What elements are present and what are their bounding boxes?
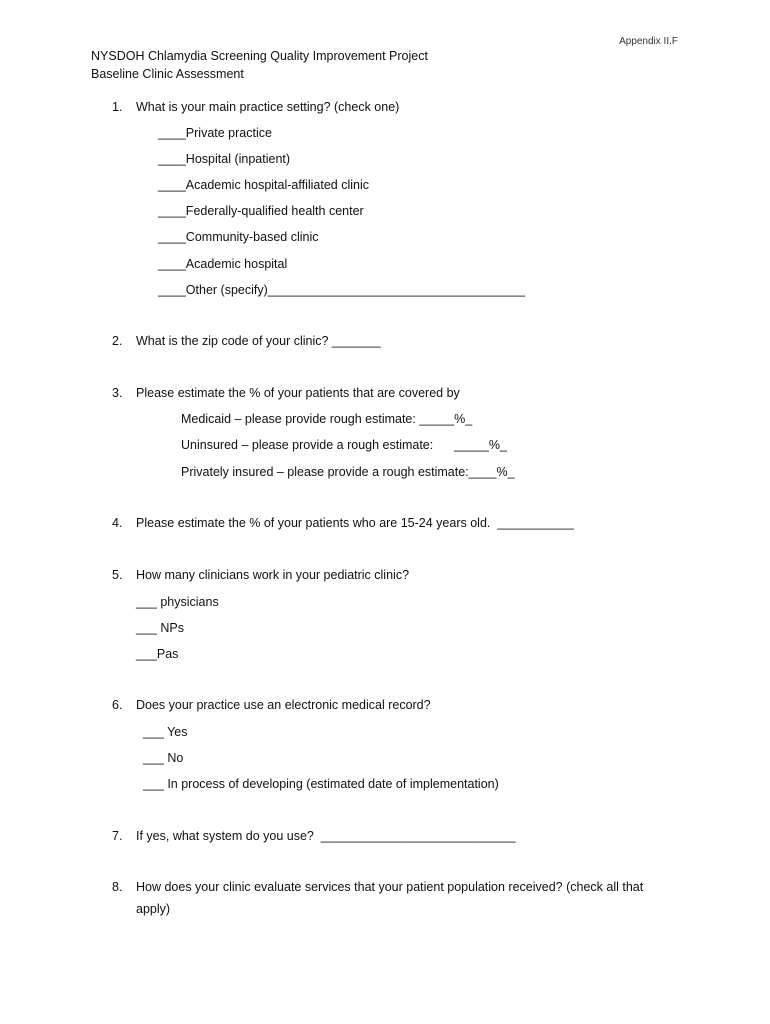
question-number: 5. xyxy=(112,568,123,582)
q5-nps[interactable]: ___ NPs xyxy=(136,621,184,635)
question-number: 6. xyxy=(112,698,123,712)
question-8-text-continued: apply) xyxy=(136,902,171,916)
q1-option-hospital-inpatient[interactable]: ____Hospital (inpatient) xyxy=(158,152,291,166)
q1-option-fqhc[interactable]: ____Federally-qualified health center xyxy=(158,204,364,218)
q6-option-yes[interactable]: ___ Yes xyxy=(143,725,188,739)
q6-option-in-process[interactable]: ___ In process of developing (estimated date of implementation) xyxy=(143,777,499,791)
question-text[interactable]: Please estimate the % of your patients who are 15-24 years old. ___________ xyxy=(136,516,574,530)
question-text: Does your practice use an electronic medical record? xyxy=(136,698,431,712)
document-header xyxy=(91,47,428,83)
q1-option-other[interactable]: ____Other (specify)_____________________________________ xyxy=(158,283,525,297)
q1-option-private-practice[interactable]: ____Private practice xyxy=(158,126,272,140)
header-subtitle: Baseline Clinic Assessment xyxy=(91,67,244,81)
q5-physicians[interactable]: ___ physicians xyxy=(136,595,219,609)
question-number: 8. xyxy=(112,880,123,894)
question-text: How many clinicians work in your pediatric clinic? xyxy=(136,568,410,582)
question-number: 2. xyxy=(112,334,123,348)
q1-option-academic-affiliated-clinic[interactable]: ____Academic hospital-affiliated clinic xyxy=(158,178,369,192)
question-text[interactable]: If yes, what system do you use? ____________________________ xyxy=(136,829,516,843)
q1-option-community-clinic[interactable]: ____Community-based clinic xyxy=(158,230,319,244)
question-number: 7. xyxy=(112,829,123,843)
q6-option-no[interactable]: ___ No xyxy=(143,751,184,765)
question-text: Please estimate the % of your patients that are covered by xyxy=(136,386,460,400)
header-title: NYSDOH Chlamydia Screening Quality Improvement Project xyxy=(91,49,428,63)
q1-option-academic-hospital[interactable]: ____Academic hospital xyxy=(158,257,288,271)
question-number: 4. xyxy=(112,516,123,530)
q3-medicaid-estimate[interactable]: Medicaid – please provide rough estimate: _____%_ xyxy=(181,412,473,426)
question-number: 3. xyxy=(112,386,123,400)
question-text: What is your main practice setting? (check one) xyxy=(136,100,400,114)
appendix-label: Appendix II.F xyxy=(619,36,678,47)
question-text: How does your clinic evaluate services that your patient population received? (check all that xyxy=(136,880,644,894)
question-text[interactable]: What is the zip code of your clinic? _______ xyxy=(136,334,381,348)
q3-private-estimate[interactable]: Privately insured – please provide a rough estimate:____%_ xyxy=(181,465,515,479)
q5-pas[interactable]: ___Pas xyxy=(136,647,179,661)
q3-uninsured-estimate[interactable]: Uninsured – please provide a rough estimate: _____%_ xyxy=(181,438,507,452)
question-number: 1. xyxy=(112,100,123,114)
